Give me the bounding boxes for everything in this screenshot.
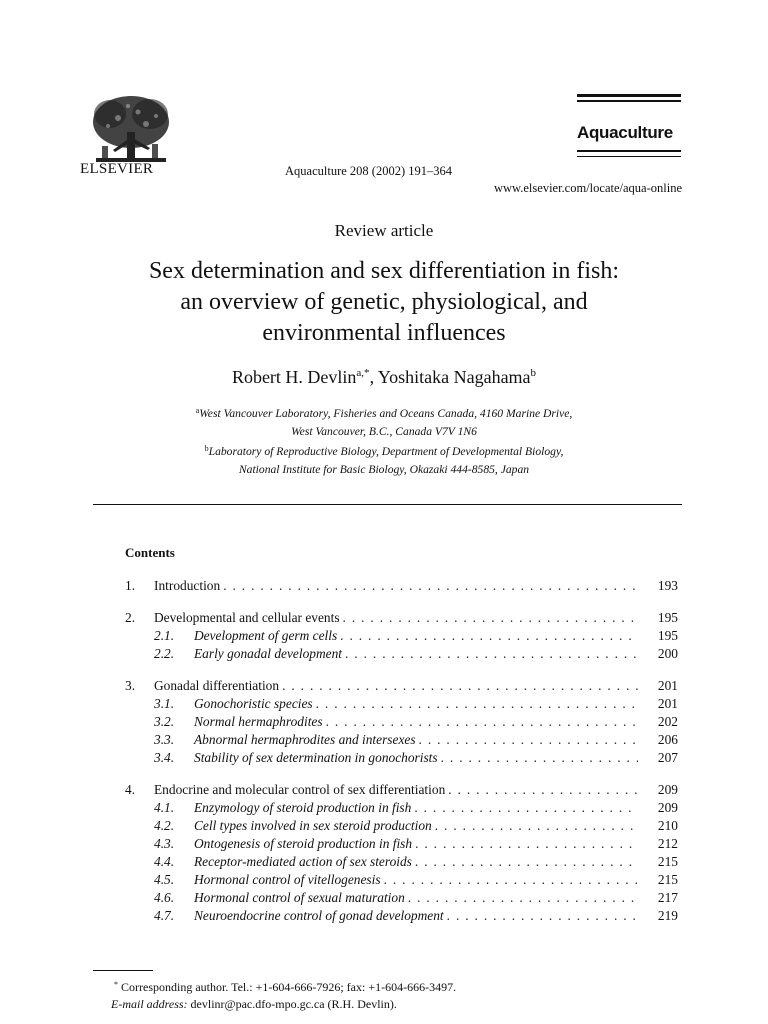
toc-label: Endocrine and molecular control of sex differentiation <box>154 782 446 797</box>
toc-number: 1. <box>125 578 136 593</box>
affiliation-line <box>0 440 768 461</box>
contents-heading: Contents <box>125 545 175 560</box>
toc-leader-dots <box>313 696 638 712</box>
title-line: Sex determination and sex differentiation in fish: <box>148 258 620 284</box>
author-name: Yoshitaka Nagahama <box>377 367 531 387</box>
toc-leader-dots <box>342 646 638 662</box>
toc-leader-dots <box>432 818 638 834</box>
author-list <box>0 367 768 388</box>
toc-page-number: 210 <box>657 818 678 833</box>
header-rule <box>577 150 681 152</box>
toc-subentry[interactable] <box>125 890 678 908</box>
footnote-rule <box>93 970 153 971</box>
toc-number: 4.2. <box>154 818 175 833</box>
email-note <box>111 996 456 1013</box>
toc-section <box>125 578 678 596</box>
author-separator: , <box>369 367 378 387</box>
toc-leader-dots <box>405 890 638 906</box>
toc-number: 4.6. <box>154 890 175 905</box>
toc-leader-dots <box>412 836 638 852</box>
toc-leader-dots <box>323 714 638 730</box>
toc-leader-dots <box>444 908 638 924</box>
toc-label: Abnormal hermaphrodites and intersexes <box>194 732 416 747</box>
affiliation-line <box>0 402 768 423</box>
toc-leader-dots <box>337 628 638 644</box>
affiliations <box>0 402 768 478</box>
toc-number: 4.7. <box>154 908 175 923</box>
toc-subentry[interactable] <box>125 908 678 926</box>
article-title <box>0 256 768 349</box>
toc-page-number: 193 <box>657 578 678 593</box>
toc-number: 3.1. <box>154 696 175 711</box>
toc-subentry[interactable] <box>125 836 678 854</box>
toc-label: Hormonal control of vitellogenesis <box>194 872 381 887</box>
toc-section <box>125 678 678 768</box>
toc-page-number: 200 <box>657 646 678 661</box>
toc-label: Ontogenesis of steroid production in fish <box>194 836 413 851</box>
toc-number: 4.1. <box>154 800 175 815</box>
journal-url[interactable]: www.elsevier.com/locate/aqua-online <box>493 181 682 195</box>
toc-label: Hormonal control of sexual maturation <box>194 890 405 905</box>
toc-leader-dots <box>412 854 638 870</box>
toc-leader-dots <box>279 678 638 694</box>
toc-page-number: 195 <box>657 610 678 625</box>
toc-page-number: 195 <box>657 628 678 643</box>
toc-entry[interactable] <box>125 678 678 696</box>
affiliation-line: National Institute for Basic Biology, Okazaki 444-8585, Japan <box>238 462 530 476</box>
section-divider <box>93 504 682 505</box>
toc-leader-dots <box>438 750 638 766</box>
footnote-text: Corresponding author. Tel.: +1-604-666-7926; fax: +1-604-666-3497. <box>121 980 457 994</box>
toc-subentry[interactable] <box>125 628 678 646</box>
toc-number: 2.1. <box>154 628 175 643</box>
title-line: an overview of genetic, physiological, and <box>180 289 588 315</box>
toc-number: 2.2. <box>154 646 175 661</box>
toc-subentry[interactable] <box>125 872 678 890</box>
toc-label: Stability of sex determination in gonochorists <box>194 750 438 765</box>
toc-section <box>125 782 678 926</box>
toc-page-number: 201 <box>657 696 678 711</box>
toc-section <box>125 610 678 664</box>
affiliation-line: West Vancouver, B.C., Canada V7V 1N6 <box>291 424 477 438</box>
toc-label: Introduction <box>154 578 221 593</box>
footnote-mark: * <box>114 980 118 989</box>
toc-entry[interactable] <box>125 610 678 628</box>
toc-leader-dots <box>381 872 638 888</box>
header-rule <box>577 94 681 97</box>
toc-leader-dots <box>340 610 638 626</box>
toc-page-number: 219 <box>657 908 678 923</box>
email-address[interactable]: devlinr@pac.dfo-mpo.gc.ca (R.H. Devlin). <box>187 997 397 1011</box>
toc-subentry[interactable] <box>125 646 678 664</box>
toc-page-number: 209 <box>657 782 678 797</box>
toc-subentry[interactable] <box>125 818 678 836</box>
email-label: E-mail address: <box>111 997 188 1011</box>
table-of-contents <box>125 578 678 940</box>
toc-label: Normal hermaphrodites <box>194 714 323 729</box>
toc-page-number: 206 <box>657 732 678 747</box>
toc-label: Neuroendocrine control of gonad development <box>194 908 444 923</box>
toc-number: 2. <box>125 610 136 625</box>
author-affiliation-mark: a,* <box>356 367 370 379</box>
toc-page-number: 201 <box>657 678 678 693</box>
toc-entry[interactable] <box>125 578 678 596</box>
toc-label: Cell types involved in sex steroid production <box>194 818 432 833</box>
toc-page-number: 209 <box>657 800 678 815</box>
affiliation-text: West Vancouver Laboratory, Fisheries and Oceans Canada, 4160 Marine Drive, <box>199 407 573 420</box>
toc-number: 3.3. <box>154 732 175 747</box>
toc-label: Gonadal differentiation <box>154 678 280 693</box>
affiliation-mark: b <box>204 444 209 453</box>
toc-subentry[interactable] <box>125 696 678 714</box>
header-rule <box>577 156 681 157</box>
toc-subentry[interactable] <box>125 854 678 872</box>
journal-name: Aquaculture <box>577 123 673 142</box>
toc-page-number: 212 <box>657 836 678 851</box>
journal-reference: Aquaculture 208 (2002) 191–364 <box>285 164 452 178</box>
publisher-name: ELSEVIER <box>80 161 154 177</box>
toc-page-number: 215 <box>657 854 678 869</box>
toc-number: 4.4. <box>154 854 175 869</box>
author-name: Robert H. Devlin <box>231 367 357 387</box>
affiliation-mark: a <box>195 406 200 415</box>
toc-number: 4. <box>125 782 136 797</box>
toc-label: Receptor-mediated action of sex steroids <box>194 854 412 869</box>
toc-entry[interactable] <box>125 782 678 800</box>
corresponding-author-note <box>114 976 456 996</box>
toc-page-number: 215 <box>657 872 678 887</box>
toc-label: Early gonadal development <box>194 646 343 661</box>
toc-number: 3. <box>125 678 136 693</box>
toc-number: 3.2. <box>154 714 175 729</box>
toc-subentry[interactable] <box>125 732 678 750</box>
author-affiliation-mark: b <box>530 367 537 379</box>
toc-label: Development of germ cells <box>194 628 338 643</box>
toc-label: Gonochoristic species <box>194 696 313 711</box>
toc-label: Developmental and cellular events <box>154 610 340 625</box>
article-type: Review article <box>334 221 434 240</box>
header-rule <box>577 100 681 102</box>
toc-number: 3.4. <box>154 750 175 765</box>
affiliation-text: Laboratory of Reproductive Biology, Department of Developmental Biology, <box>208 445 564 458</box>
title-line: environmental influences <box>262 320 506 346</box>
toc-label: Enzymology of steroid production in fish <box>194 800 412 815</box>
toc-subentry[interactable] <box>125 800 678 818</box>
toc-page-number: 217 <box>657 890 678 905</box>
toc-page-number: 207 <box>657 750 678 765</box>
footnote <box>111 976 457 1013</box>
toc-subentry[interactable] <box>125 714 678 732</box>
toc-page-number: 202 <box>657 714 678 729</box>
toc-leader-dots <box>445 782 638 798</box>
toc-subentry[interactable] <box>125 750 678 768</box>
toc-number: 4.3. <box>154 836 175 851</box>
toc-leader-dots <box>416 732 638 748</box>
toc-leader-dots <box>411 800 638 816</box>
toc-leader-dots <box>220 578 638 594</box>
toc-number: 4.5. <box>154 872 175 887</box>
